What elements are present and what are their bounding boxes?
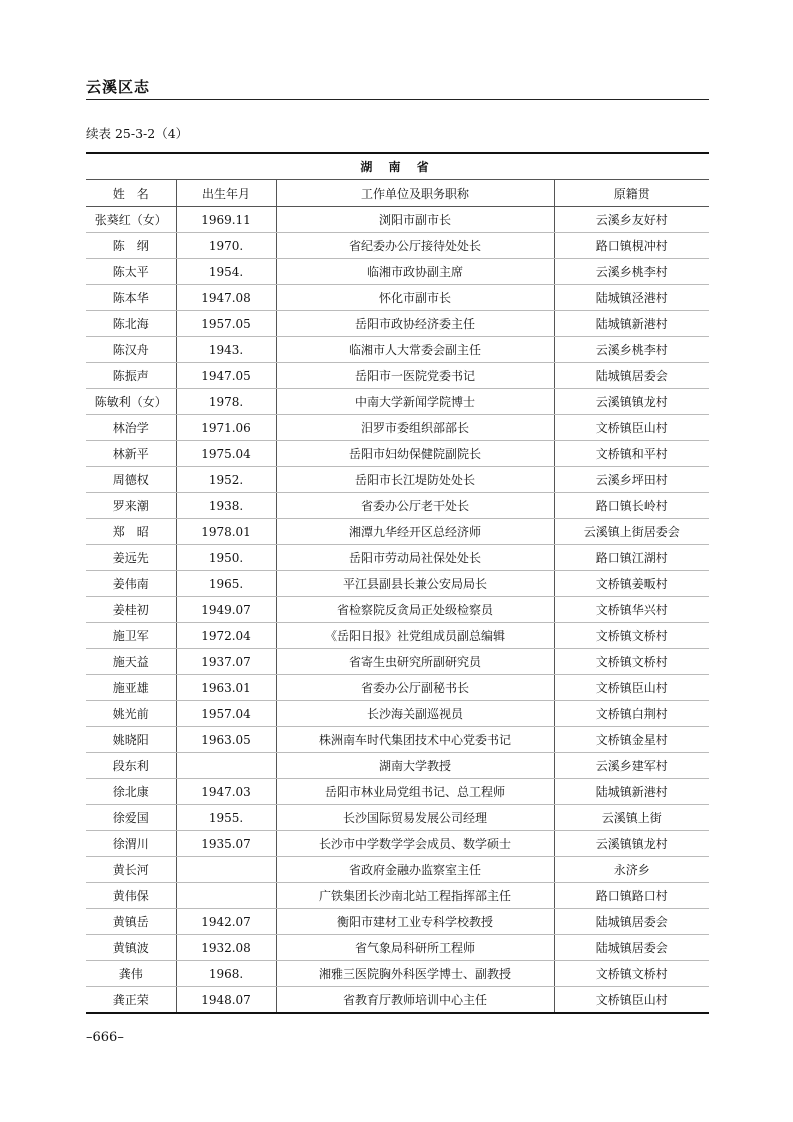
cell-name: 陈 纲 xyxy=(86,233,176,259)
cell-birth: 1937.07 xyxy=(176,649,276,675)
cell-origin: 文桥镇臣山村 xyxy=(554,987,709,1014)
cell-name: 段东利 xyxy=(86,753,176,779)
book-title: 云溪区志 xyxy=(86,78,151,96)
province-title: 湖 南 省 xyxy=(86,153,709,180)
cell-name: 徐爱国 xyxy=(86,805,176,831)
cell-position: 省委办公厅副秘书长 xyxy=(276,675,554,701)
table-row xyxy=(86,259,709,285)
table-row xyxy=(86,831,709,857)
cell-birth: 1949.07 xyxy=(176,597,276,623)
cell-name: 郑 昭 xyxy=(86,519,176,545)
cell-name: 陈本华 xyxy=(86,285,176,311)
cell-birth: 1932.08 xyxy=(176,935,276,961)
table-row xyxy=(86,987,709,1014)
cell-origin: 文桥镇文桥村 xyxy=(554,961,709,987)
cell-name: 罗来潮 xyxy=(86,493,176,519)
cell-position: 湘潭九华经开区总经济师 xyxy=(276,519,554,545)
cell-name: 林新平 xyxy=(86,441,176,467)
cell-birth: 1963.01 xyxy=(176,675,276,701)
cell-origin: 云溪乡桃李村 xyxy=(554,259,709,285)
cell-origin: 云溪镇上街居委会 xyxy=(554,519,709,545)
cell-position: 省政府金融办监察室主任 xyxy=(276,857,554,883)
cell-birth: 1952. xyxy=(176,467,276,493)
cell-name: 陈敏利（女） xyxy=(86,389,176,415)
cell-position: 岳阳市长江堤防处处长 xyxy=(276,467,554,493)
cell-name: 周德权 xyxy=(86,467,176,493)
cell-name: 姜伟南 xyxy=(86,571,176,597)
cell-origin: 云溪乡友好村 xyxy=(554,207,709,233)
cell-origin: 陆城镇居委会 xyxy=(554,363,709,389)
cell-position: 中南大学新闻学院博士 xyxy=(276,389,554,415)
cell-name: 张葵红（女） xyxy=(86,207,176,233)
cell-name: 徐渭川 xyxy=(86,831,176,857)
cell-position: 省教育厅教师培训中心主任 xyxy=(276,987,554,1014)
cell-position: 汨罗市委组织部部长 xyxy=(276,415,554,441)
cell-position: 湘雅三医院胸外科医学博士、副教授 xyxy=(276,961,554,987)
cell-origin: 文桥镇姜畈村 xyxy=(554,571,709,597)
table-row xyxy=(86,961,709,987)
cell-origin: 文桥镇文桥村 xyxy=(554,649,709,675)
cell-origin: 云溪乡桃李村 xyxy=(554,337,709,363)
cell-name: 黄伟保 xyxy=(86,883,176,909)
page-number: –666– xyxy=(86,1030,124,1045)
cell-birth: 1972.04 xyxy=(176,623,276,649)
table-row xyxy=(86,701,709,727)
cell-name: 徐北康 xyxy=(86,779,176,805)
cell-name: 施卫军 xyxy=(86,623,176,649)
cell-position: 株洲南车时代集团技术中心党委书记 xyxy=(276,727,554,753)
table-row xyxy=(86,441,709,467)
cell-name: 陈汉舟 xyxy=(86,337,176,363)
cell-name: 黄镇岳 xyxy=(86,909,176,935)
cell-origin: 文桥镇白荆村 xyxy=(554,701,709,727)
cell-origin: 文桥镇文桥村 xyxy=(554,623,709,649)
cell-position: 临湘市政协副主席 xyxy=(276,259,554,285)
table-row xyxy=(86,493,709,519)
cell-birth: 1943. xyxy=(176,337,276,363)
table-row xyxy=(86,363,709,389)
cell-origin: 云溪乡坪田村 xyxy=(554,467,709,493)
cell-birth: 1948.07 xyxy=(176,987,276,1014)
cell-name: 林治学 xyxy=(86,415,176,441)
cell-position: 岳阳市一医院党委书记 xyxy=(276,363,554,389)
cell-birth: 1947.08 xyxy=(176,285,276,311)
cell-origin: 云溪乡建军村 xyxy=(554,753,709,779)
table-row xyxy=(86,649,709,675)
cell-birth: 1942.07 xyxy=(176,909,276,935)
cell-position: 广铁集团长沙南北站工程指挥部主任 xyxy=(276,883,554,909)
cell-origin: 陆城镇新港村 xyxy=(554,311,709,337)
cell-name: 陈北海 xyxy=(86,311,176,337)
cell-position: 岳阳市政协经济委主任 xyxy=(276,311,554,337)
cell-birth: 1954. xyxy=(176,259,276,285)
cell-name: 黄长河 xyxy=(86,857,176,883)
cell-birth: 1975.04 xyxy=(176,441,276,467)
table-row xyxy=(86,311,709,337)
table-row xyxy=(86,571,709,597)
cell-name: 姚晓阳 xyxy=(86,727,176,753)
cell-birth xyxy=(176,857,276,883)
cell-origin: 路口镇江湖村 xyxy=(554,545,709,571)
table-row xyxy=(86,337,709,363)
table-row xyxy=(86,779,709,805)
header-origin: 原籍贯 xyxy=(554,180,709,207)
personnel-table xyxy=(86,152,709,1014)
cell-birth: 1963.05 xyxy=(176,727,276,753)
cell-birth: 1978. xyxy=(176,389,276,415)
cell-birth: 1978.01 xyxy=(176,519,276,545)
cell-position: 岳阳市妇幼保健院副院长 xyxy=(276,441,554,467)
table-row xyxy=(86,597,709,623)
province-row xyxy=(86,153,709,180)
cell-birth: 1965. xyxy=(176,571,276,597)
cell-birth: 1947.05 xyxy=(176,363,276,389)
cell-position: 长沙国际贸易发展公司经理 xyxy=(276,805,554,831)
table-body xyxy=(86,153,709,1013)
cell-birth xyxy=(176,883,276,909)
cell-position: 省寄生虫研究所副研究员 xyxy=(276,649,554,675)
table-row xyxy=(86,545,709,571)
header-name: 姓 名 xyxy=(86,180,176,207)
cell-birth xyxy=(176,753,276,779)
cell-name: 姜桂初 xyxy=(86,597,176,623)
table-caption: 续表 25-3-2（4） xyxy=(86,126,189,141)
cell-name: 黄镇波 xyxy=(86,935,176,961)
table-row xyxy=(86,675,709,701)
header-rule xyxy=(86,99,709,100)
cell-name: 龚正荣 xyxy=(86,987,176,1014)
table-row xyxy=(86,467,709,493)
cell-position: 浏阳市副市长 xyxy=(276,207,554,233)
column-header-row xyxy=(86,180,709,207)
table-row xyxy=(86,857,709,883)
cell-position: 省委办公厅老干处长 xyxy=(276,493,554,519)
cell-position: 省检察院反贪局正处级检察员 xyxy=(276,597,554,623)
cell-name: 龚伟 xyxy=(86,961,176,987)
cell-position: 长沙海关副巡视员 xyxy=(276,701,554,727)
cell-birth: 1971.06 xyxy=(176,415,276,441)
cell-birth: 1955. xyxy=(176,805,276,831)
cell-origin: 云溪镇镇龙村 xyxy=(554,389,709,415)
cell-origin: 云溪镇镇龙村 xyxy=(554,831,709,857)
cell-birth: 1969.11 xyxy=(176,207,276,233)
table-row xyxy=(86,207,709,233)
cell-position: 怀化市副市长 xyxy=(276,285,554,311)
cell-position: 临湘市人大常委会副主任 xyxy=(276,337,554,363)
cell-name: 姜远先 xyxy=(86,545,176,571)
cell-position: 省纪委办公厅接待处处长 xyxy=(276,233,554,259)
cell-birth: 1957.04 xyxy=(176,701,276,727)
cell-origin: 陆城镇新港村 xyxy=(554,779,709,805)
cell-origin: 文桥镇金星村 xyxy=(554,727,709,753)
table-row xyxy=(86,753,709,779)
cell-birth: 1950. xyxy=(176,545,276,571)
cell-origin: 陆城镇居委会 xyxy=(554,935,709,961)
cell-name: 姚光前 xyxy=(86,701,176,727)
cell-origin: 路口镇路口村 xyxy=(554,883,709,909)
table-row xyxy=(86,519,709,545)
header-position: 工作单位及职务职称 xyxy=(276,180,554,207)
cell-origin: 路口镇长岭村 xyxy=(554,493,709,519)
cell-origin: 文桥镇华兴村 xyxy=(554,597,709,623)
cell-birth: 1947.03 xyxy=(176,779,276,805)
cell-position: 省气象局科研所工程师 xyxy=(276,935,554,961)
cell-origin: 陆城镇泾港村 xyxy=(554,285,709,311)
table-row xyxy=(86,909,709,935)
cell-origin: 陆城镇居委会 xyxy=(554,909,709,935)
cell-birth: 1935.07 xyxy=(176,831,276,857)
cell-origin: 文桥镇和平村 xyxy=(554,441,709,467)
cell-position: 岳阳市林业局党组书记、总工程师 xyxy=(276,779,554,805)
cell-birth: 1957.05 xyxy=(176,311,276,337)
table-row xyxy=(86,935,709,961)
cell-name: 施天益 xyxy=(86,649,176,675)
cell-position: 岳阳市劳动局社保处处长 xyxy=(276,545,554,571)
cell-origin: 云溪镇上街 xyxy=(554,805,709,831)
cell-birth: 1970. xyxy=(176,233,276,259)
cell-origin: 文桥镇臣山村 xyxy=(554,675,709,701)
cell-position: 衡阳市建材工业专科学校教授 xyxy=(276,909,554,935)
cell-origin: 永济乡 xyxy=(554,857,709,883)
table-row xyxy=(86,727,709,753)
cell-birth: 1938. xyxy=(176,493,276,519)
cell-position: 《岳阳日报》社党组成员副总编辑 xyxy=(276,623,554,649)
table-row xyxy=(86,285,709,311)
cell-origin: 文桥镇臣山村 xyxy=(554,415,709,441)
cell-name: 陈太平 xyxy=(86,259,176,285)
table-row xyxy=(86,805,709,831)
cell-birth: 1968. xyxy=(176,961,276,987)
table-row xyxy=(86,415,709,441)
table-row xyxy=(86,389,709,415)
header-birth: 出生年月 xyxy=(176,180,276,207)
table-row xyxy=(86,233,709,259)
cell-origin: 路口镇梘冲村 xyxy=(554,233,709,259)
table-row xyxy=(86,883,709,909)
cell-position: 湖南大学教授 xyxy=(276,753,554,779)
cell-position: 平江县副县长兼公安局局长 xyxy=(276,571,554,597)
table-row xyxy=(86,623,709,649)
cell-position: 长沙市中学数学学会成员、数学硕士 xyxy=(276,831,554,857)
cell-name: 施亚雄 xyxy=(86,675,176,701)
cell-name: 陈振声 xyxy=(86,363,176,389)
